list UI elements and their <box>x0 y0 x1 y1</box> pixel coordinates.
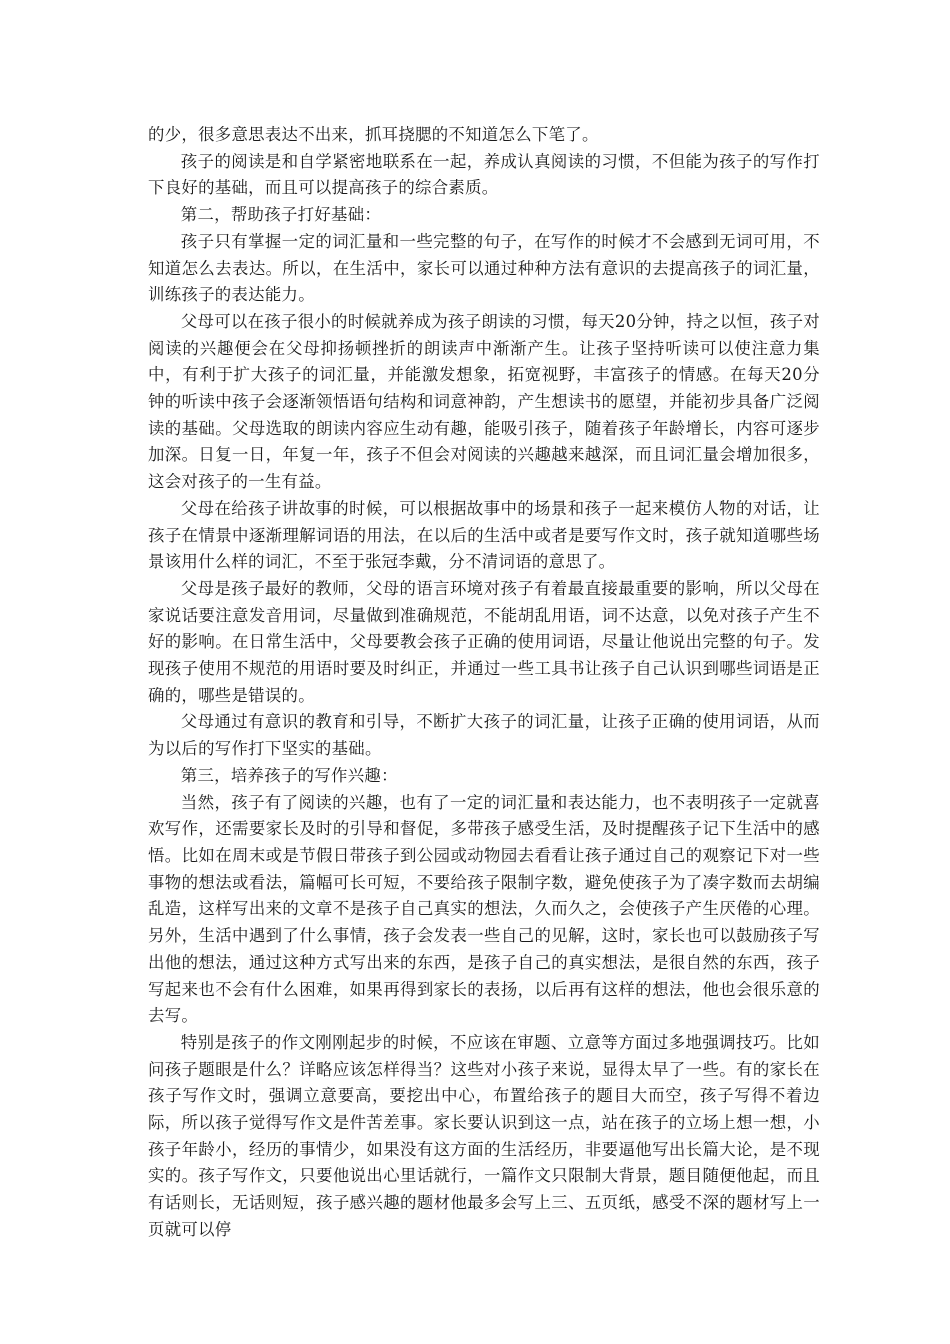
paragraph: 特别是孩子的作文刚刚起步的时候，不应该在审题、立意等方面过多地强调技巧。比如问孩子题眼是什么？详略应该怎样得当？这些对小孩子来说，显得太早了一些。有的家长在孩子写作文时，强调立意要高，要挖出中心，布置给孩子的题目大而空，孩子写得不着边际，所以孩子觉得写作文是件苦差事。家长要认识到这一点，站在孩子的立场上想一想，小孩子年龄小，经历的事情少，如果没有这方面的生活经历，非要逼他写出长篇大论，是不现实的。孩子写作文，只要他说出心里话就行，一篇作文只限制大背景，题目随便他起，而且有话则长，无话则短，孩子感兴趣的题材他最多会写上三、五页纸，感受不深的题材写上一页就可以停 <box>148 1032 820 1239</box>
paragraph: 父母通过有意识的教育和引导，不断扩大孩子的词汇量，让孩子正确的使用词语，从而为以后的写作打下坚实的基础。 <box>148 712 820 759</box>
paragraph: 孩子的阅读是和自学紧密地联系在一起，养成认真阅读的习惯，不但能为孩子的写作打下良好的基础，而且可以提高孩子的综合素质。 <box>148 151 820 198</box>
paragraph: 孩子只有掌握一定的词汇量和一些完整的句子，在写作的时候才不会感到无词可用，不知道怎么去表达。所以，在生活中，家长可以通过种种方法有意识的去提高孩子的词汇量，训练孩子的表达能力。 <box>148 231 820 305</box>
article-body <box>148 122 820 1244</box>
paragraph: 父母可以在孩子很小的时候就养成为孩子朗读的习惯，每天20分钟，持之以恒，孩子对阅读的兴趣便会在父母抑扬顿挫折的朗读声中渐渐产生。让孩子坚持听读可以使注意力集中，有利于扩大孩子的词汇量，并能激发想象，拓宽视野，丰富孩子的情感。在每天20分钟的听读中孩子会逐渐领悟语句结构和词意神韵，产生想读书的愿望，并能初步具备广泛阅读的基础。父母选取的朗读内容应生动有趣，能吸引孩子，随着孩子年龄增长，内容可逐步加深。日复一日，年复一年，孩子不但会对阅读的兴趣越来越深，而且词汇量会增加很多，这会对孩子的一生有益。 <box>148 311 820 492</box>
paragraph: 父母是孩子最好的教师，父母的语言环境对孩子有着最直接最重要的影响，所以父母在家说话要注意发音用词，尽量做到准确规范，不能胡乱用语，词不达意，以免对孩子产生不好的影响。在日常生活中，父母要教会孩子正确的使用词语，尽量让他说出完整的句子。发现孩子使用不规范的用语时要及时纠正，并通过一些工具书让孩子自己认识到哪些词语是正确的，哪些是错误的。 <box>148 578 820 705</box>
paragraph: 当然，孩子有了阅读的兴趣，也有了一定的词汇量和表达能力，也不表明孩子一定就喜欢写作，还需要家长及时的引导和督促，多带孩子感受生活，及时提醒孩子记下生活中的感悟。比如在周末或是节假日带孩子到公园或动物园去看看让孩子通过自己的观察记下对一些事物的想法或看法，篇幅可长可短，不要给孩子限制字数，避免使孩子为了凑字数而去胡编乱造，这样写出来的文章不是孩子自己真实的想法，久而久之，会使孩子产生厌倦的心理。另外，生活中遇到了什么事情，孩子会发表一些自己的见解，这时，家长也可以鼓励孩子写出他的想法，通过这种方式写出来的东西，是孩子自己的真实想法，是很自然的东西，孩子写起来也不会有什么困难，如果再得到家长的表扬，以后再有这样的想法，他也会很乐意的去写。 <box>148 792 820 1026</box>
paragraph: 父母在给孩子讲故事的时候，可以根据故事中的场景和孩子一起来模仿人物的对话，让孩子在情景中逐渐理解词语的用法，在以后的生活中或者是要写作文时，孩子就知道哪些场景该用什么样的词汇，不至于张冠李戴，分不清词语的意思了。 <box>148 498 820 572</box>
section-heading-2: 第二，帮助孩子打好基础： <box>180 205 382 225</box>
paragraph-continued: 的少，很多意思表达不出来，抓耳挠腮的不知道怎么下笔了。 <box>148 125 599 144</box>
section-heading-3: 第三，培养孩子的写作兴趣： <box>180 765 398 785</box>
